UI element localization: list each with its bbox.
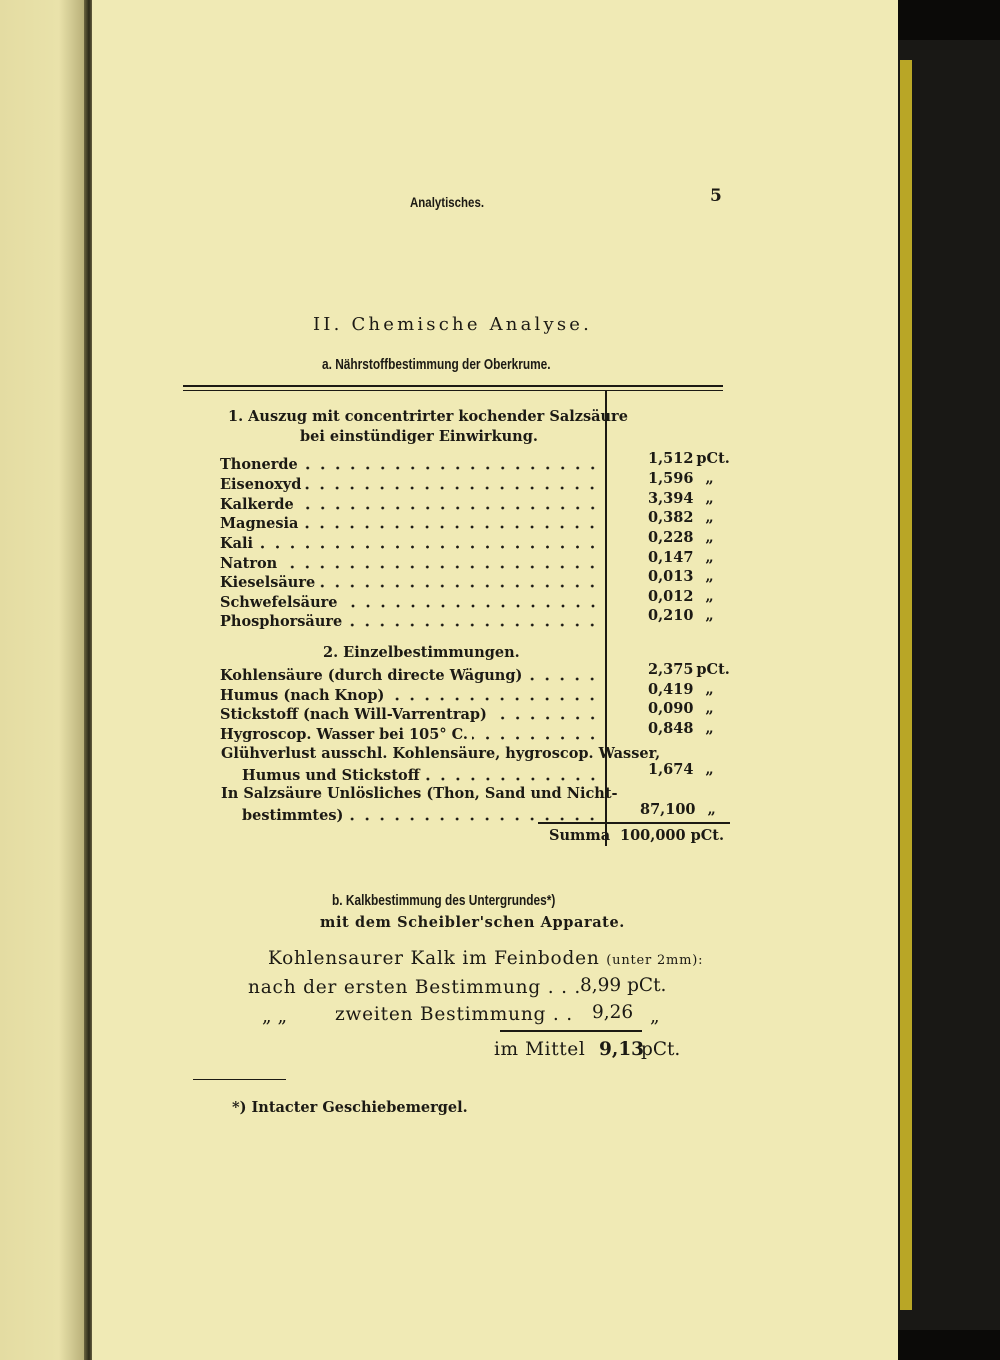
value-unit: „ <box>705 470 714 487</box>
value-number: 3,394 <box>648 490 694 507</box>
first-value: 8,99 pCt. <box>580 975 667 996</box>
value-number: 0,210 <box>648 607 694 624</box>
table-row <box>220 574 600 592</box>
row-value <box>648 450 740 468</box>
table-row <box>220 667 600 685</box>
row-label: Magnesia <box>220 515 299 532</box>
section-title: II. Chemische Analyse. <box>313 314 593 335</box>
value-number: 0,419 <box>648 681 694 698</box>
dot-leader <box>388 687 600 705</box>
table-row <box>220 706 600 724</box>
table-row <box>220 555 600 573</box>
mean-label: im Mittel <box>494 1039 586 1060</box>
dot-leader <box>302 515 600 533</box>
row-value <box>648 761 749 779</box>
table-row <box>220 476 600 494</box>
table-top-rule <box>183 385 723 387</box>
row-label: Phosphorsäure <box>220 613 343 630</box>
row-label: Humus (nach Knop) <box>220 687 385 704</box>
value-unit: „ <box>705 681 714 698</box>
row-value <box>648 509 749 527</box>
row-label: Kalkerde <box>220 496 294 513</box>
row-value <box>648 700 749 718</box>
footnote: *) Intacter Geschiebemergel. <box>232 1099 468 1116</box>
value-number: 0,090 <box>648 700 694 717</box>
left-page-edge <box>0 0 84 1360</box>
value-number: 1,596 <box>648 470 694 487</box>
group1-subheading: bei einstündiger Einwirkung. <box>300 428 538 445</box>
sum-rule <box>538 822 730 824</box>
table-row <box>220 515 600 533</box>
value-unit: „ <box>705 490 714 507</box>
dot-leader <box>281 555 600 573</box>
value-number: 87,100 <box>640 801 696 818</box>
second-determination: zweiten Bestimmung . . <box>335 1004 573 1025</box>
row-label: bestimmtes) <box>242 807 344 824</box>
row-value <box>648 681 749 699</box>
row-value <box>648 607 749 625</box>
value-number: 2,375 <box>648 661 694 678</box>
group2-heading: 2. Einzelbestimmungen. <box>323 644 520 661</box>
lime-intro-note: (unter 2mm): <box>606 953 704 968</box>
mean-rule <box>500 1030 642 1032</box>
row-label-line1: Glühverlust ausschl. Kohlensäure, hygroscop. Wasser, <box>221 745 661 762</box>
row-value <box>648 588 749 606</box>
table-row <box>220 496 600 514</box>
footnote-rule <box>193 1079 286 1080</box>
value-unit: „ <box>705 529 714 546</box>
first-determination: nach der ersten Bestimmung . . . <box>248 977 582 998</box>
value-number: 0,848 <box>648 720 694 737</box>
dot-leader <box>319 574 600 592</box>
table-row <box>220 687 600 705</box>
column-divider <box>605 391 607 846</box>
running-head: Analytisches. <box>410 194 485 210</box>
value-number: 0,012 <box>648 588 694 605</box>
row-value <box>640 801 752 819</box>
sum-value: 100,000 pCt. <box>620 827 725 844</box>
lime-intro-text: Kohlensaurer Kalk im Feinboden <box>268 948 600 969</box>
dot-leader <box>472 726 600 744</box>
row-value <box>648 568 749 586</box>
dot-leader <box>346 613 600 631</box>
row-value <box>648 470 749 488</box>
row-value <box>648 661 740 679</box>
value-unit: „ <box>705 607 714 624</box>
table-row <box>220 594 600 612</box>
row-label: Schwefelsäure <box>220 594 338 611</box>
value-unit: „ <box>705 700 714 717</box>
value-unit: „ <box>705 720 714 737</box>
second-value: 9,26 <box>592 1002 634 1023</box>
row-label: Hygroscop. Wasser bei 105° C. <box>220 726 468 743</box>
value-number: 0,228 <box>648 529 694 546</box>
dot-leader <box>302 456 600 474</box>
part-b-subtitle: mit dem Scheibler'schen Apparate. <box>320 914 625 931</box>
dot-leader <box>305 476 600 494</box>
part-a-title: a. Nährstoffbestimmung der Oberkrume. <box>322 357 551 373</box>
mean-unit: pCt. <box>641 1039 681 1060</box>
value-number: 0,147 <box>648 549 694 566</box>
row-label: Stickstoff (nach Will-Varrentrap) <box>220 706 487 723</box>
value-unit: „ <box>705 509 714 526</box>
sum-label: Summa <box>549 827 611 844</box>
row-label: Humus und Stickstoff <box>242 767 420 784</box>
value-unit: „ <box>705 588 714 605</box>
dot-leader <box>298 496 600 514</box>
book-binding <box>898 40 1000 1330</box>
table-row <box>220 535 600 553</box>
row-label: Natron <box>220 555 278 572</box>
table-row <box>220 613 600 631</box>
row-label: Kieselsäure <box>220 574 316 591</box>
value-number: 1,674 <box>648 761 694 778</box>
row-label: Kohlensäure (durch directe Wägung) <box>220 667 523 684</box>
table-top-rule-thin <box>183 390 723 391</box>
row-label: Eisenoxyd <box>220 476 302 493</box>
second-unit: „ <box>650 1006 660 1027</box>
value-number: 0,382 <box>648 509 694 526</box>
value-unit: pCt. <box>696 450 730 467</box>
ditto-marks: „ „ <box>262 1006 288 1027</box>
value-unit: „ <box>707 801 716 818</box>
table-row <box>220 726 600 744</box>
mean-value: 9,13 <box>599 1039 645 1060</box>
page-edge-strip <box>900 60 912 1310</box>
row-value <box>648 490 749 508</box>
row-label-line1: In Salzsäure Unlösliches (Thon, Sand und Nicht- <box>221 785 618 802</box>
dot-leader <box>491 706 600 724</box>
page-number: 5 <box>710 186 722 206</box>
group1-heading: 1. Auszug mit concentrirter kochender Salzsäure <box>228 408 628 425</box>
value-number: 0,013 <box>648 568 694 585</box>
lime-intro <box>268 950 703 969</box>
dot-leader <box>257 535 600 553</box>
value-unit: „ <box>705 568 714 585</box>
row-value <box>648 720 749 738</box>
value-unit: pCt. <box>696 661 730 678</box>
value-number: 1,512 <box>648 450 694 467</box>
value-unit: „ <box>705 549 714 566</box>
row-label: Kali <box>220 535 254 552</box>
dot-leader <box>424 767 600 785</box>
row-label: Thonerde <box>220 456 298 473</box>
table-row <box>242 767 600 785</box>
row-value <box>648 529 749 547</box>
table-row <box>220 456 600 474</box>
dot-leader <box>526 667 600 685</box>
value-unit: „ <box>705 761 714 778</box>
row-value <box>648 549 749 567</box>
dot-leader <box>342 594 601 612</box>
part-b-title: b. Kalkbestimmung des Untergrundes*) <box>332 893 556 909</box>
